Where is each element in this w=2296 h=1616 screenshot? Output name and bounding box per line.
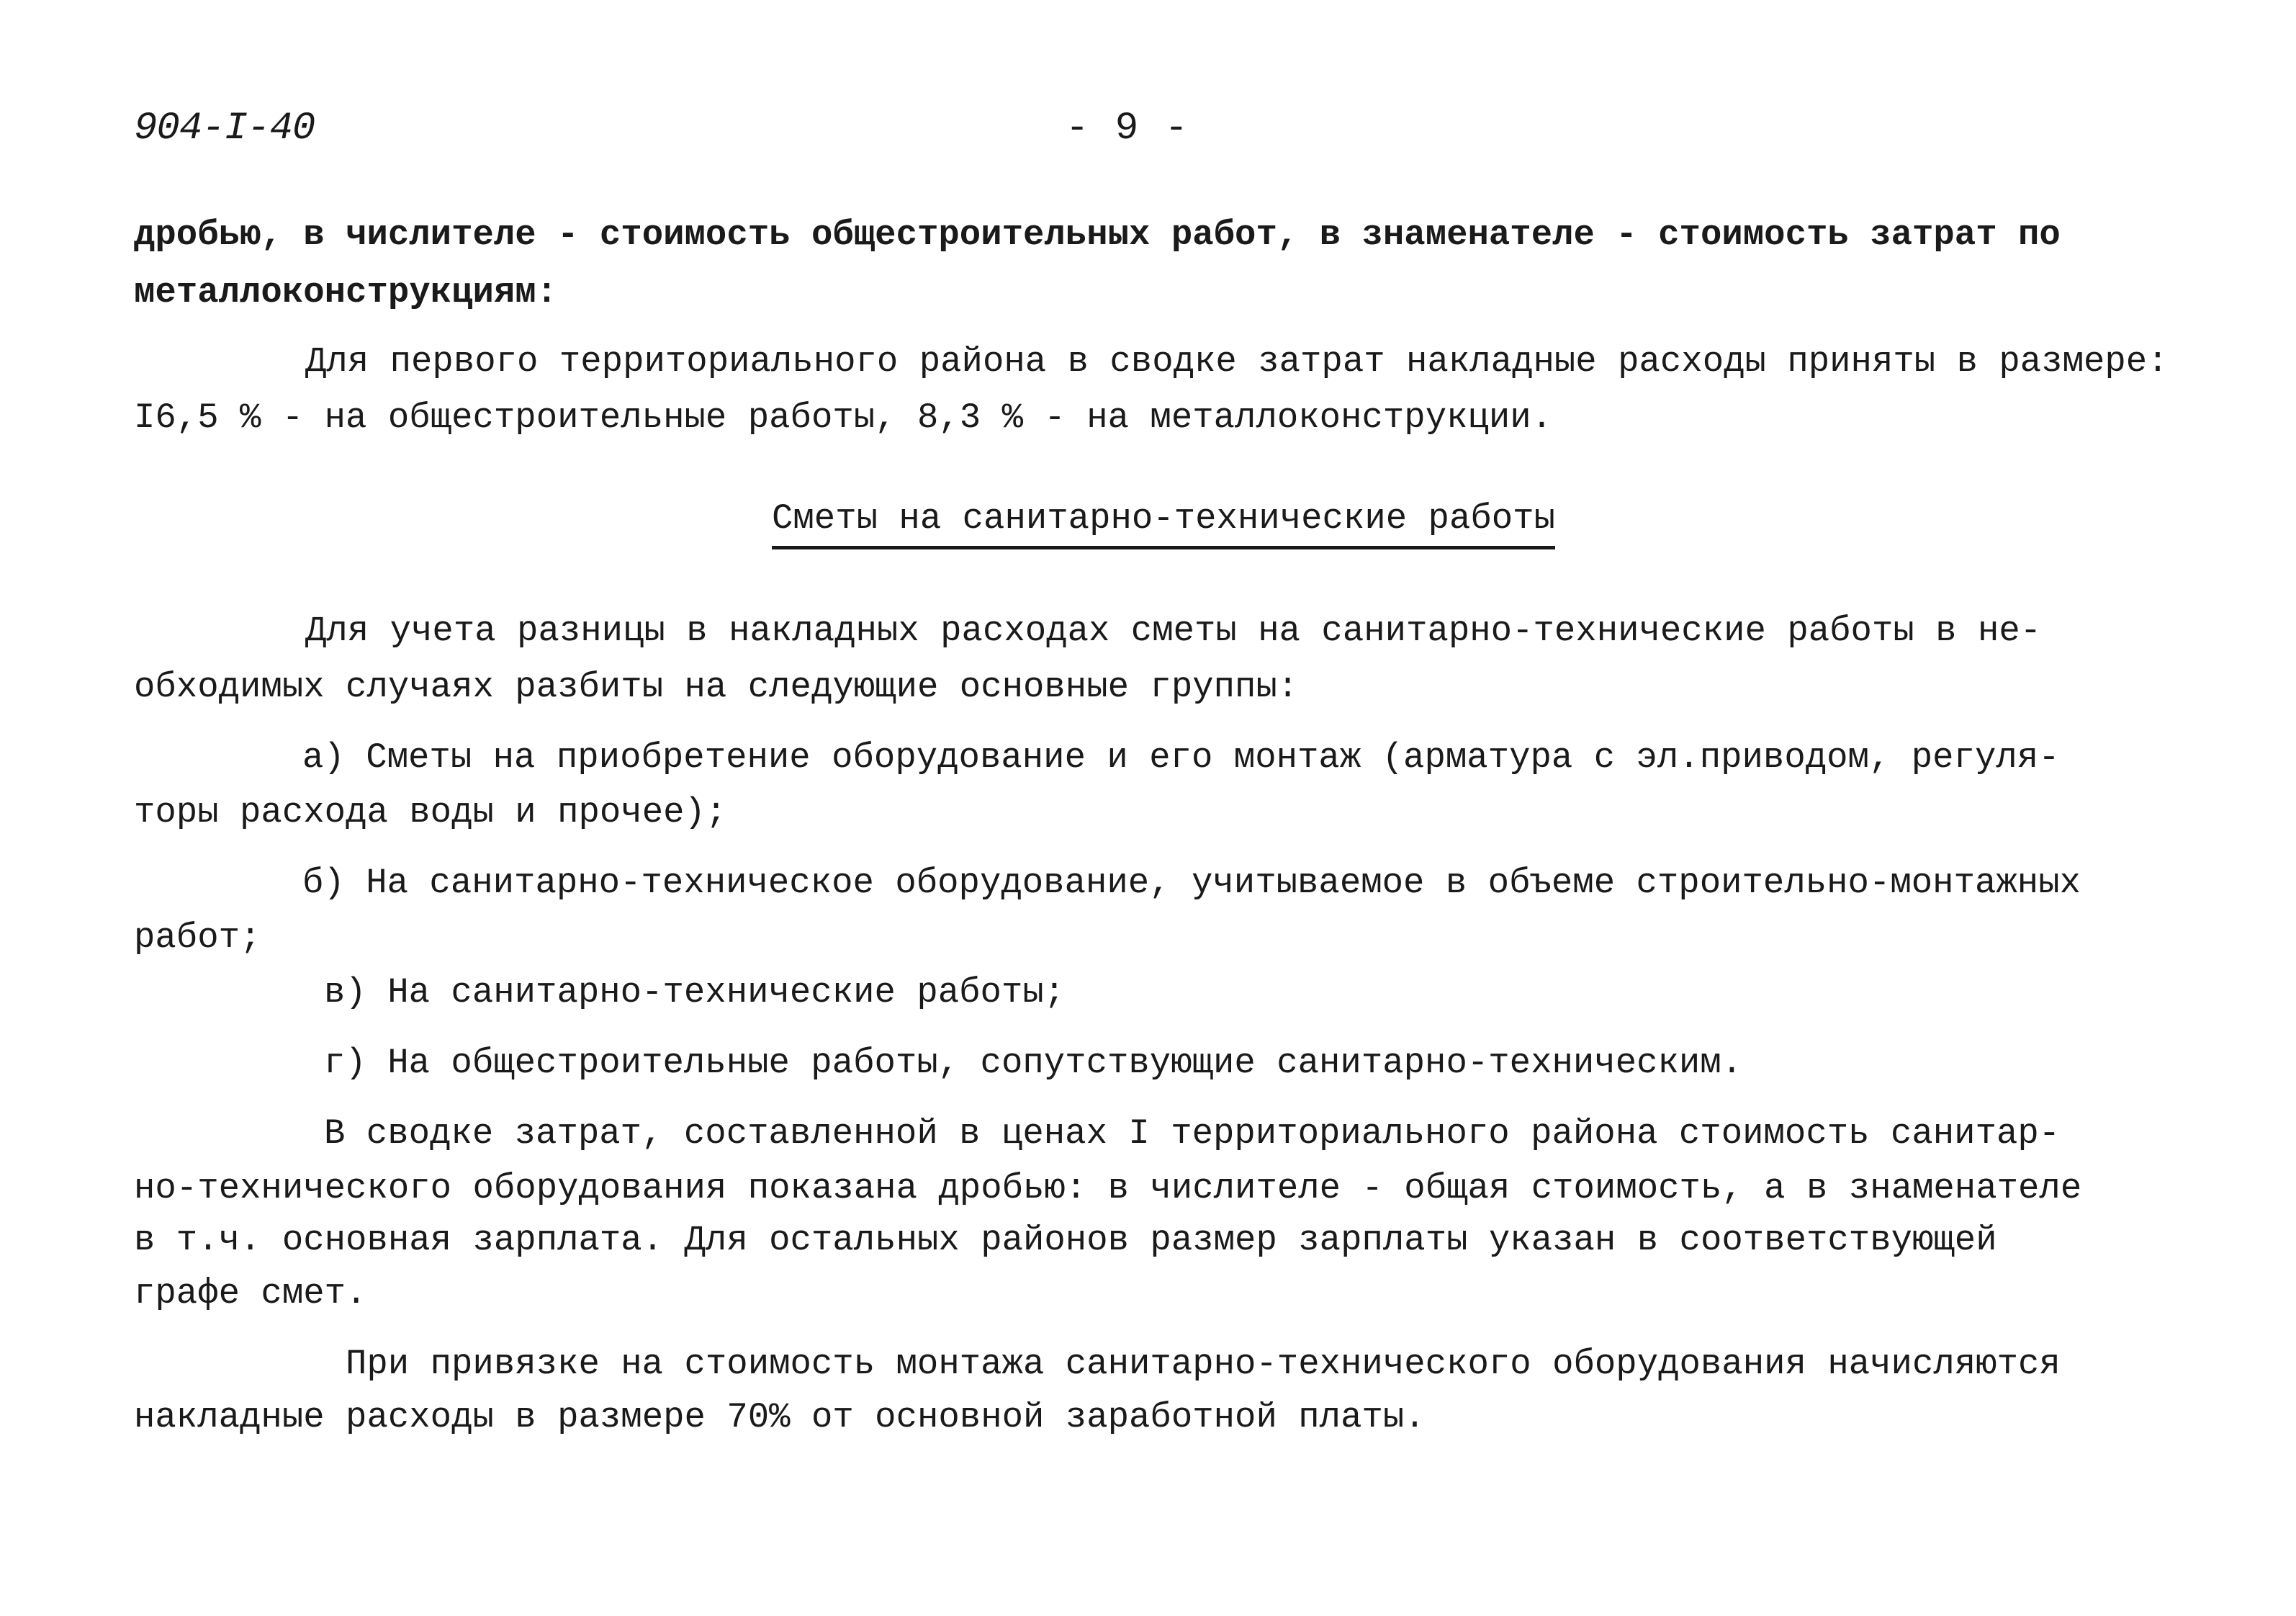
summary-line-3: в т.ч. основная зарплата. Для остальных районов размер зарплаты указан в соответствующей bbox=[134, 1220, 1997, 1260]
item-a-line-1: а) Сметы на приобретение оборудование и его монтаж (арматура с эл.приводом, регуля- bbox=[302, 737, 2060, 778]
page-number: - 9 - bbox=[1066, 107, 1190, 151]
summary-line-4: графе смет. bbox=[134, 1273, 367, 1314]
item-b-line-2: работ; bbox=[134, 917, 261, 958]
final-line-1: При привязке на стоимость монтажа санитарно-технического оборудования начисляются bbox=[346, 1344, 2061, 1384]
summary-line-1: В сводке затрат, составленной в ценах I территориального района стоимость санитар- bbox=[324, 1113, 2061, 1154]
overhead-line-2: I6,5 % - на общестроительные работы, 8,3 % - на металлоконструкции. bbox=[134, 398, 1553, 438]
summary-line-2: но-технического оборудования показана дробью: в числителе - общая стоимость, а в знаменателе bbox=[134, 1168, 2082, 1208]
item-a-line-2: торы расхода воды и прочее); bbox=[134, 792, 727, 832]
item-v-line: в) На санитарно-технические работы; bbox=[324, 972, 1066, 1013]
item-g-line: г) На общестроительные работы, сопутствующие санитарно-техническим. bbox=[324, 1043, 1743, 1083]
overhead-line-1: Для первого территориального района в сводке затрат накладные расходы приняты в размере: bbox=[305, 341, 2169, 382]
section-title: Сметы на санитарно-технические работы bbox=[772, 497, 1555, 549]
intro-line-2: металлоконструкциям: bbox=[134, 272, 558, 313]
item-b-line-1: б) На санитарно-техническое оборудование, учитываемое в объеме строительно-монтажных bbox=[302, 863, 2081, 903]
final-line-2: накладные расходы в размере 70% от основной заработной платы. bbox=[134, 1397, 1426, 1437]
document-code: 904-I-40 bbox=[134, 107, 315, 151]
groups-intro-line-1: Для учета разницы в накладных расходах сметы на санитарно-технические работы в не- bbox=[305, 611, 2042, 651]
groups-intro-line-2: обходимых случаях разбиты на следующие основные группы: bbox=[134, 667, 1299, 707]
intro-line-1: дробью, в числителе - стоимость общестроительных работ, в знаменателе - стоимость затрат по bbox=[134, 215, 2061, 255]
